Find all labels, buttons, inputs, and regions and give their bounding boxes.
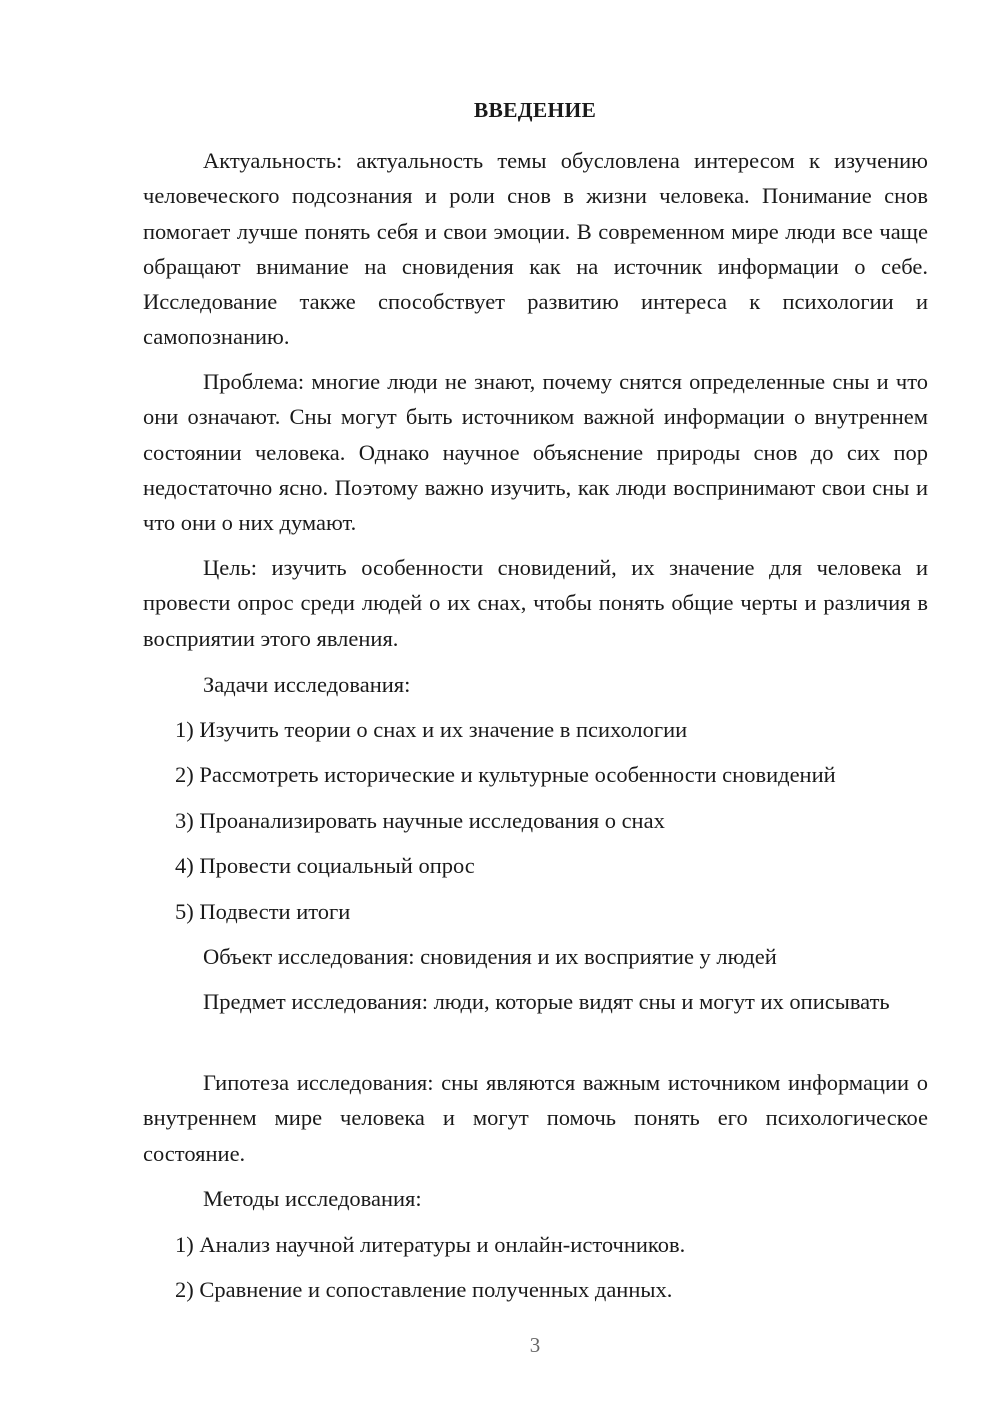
paragraph-relevance: Актуальность: актуальность темы обусловлена интересом к изучению человеческого подсознания и роли снов в жизни человека. Понимание снов помогает лучше понять себя и свои эмоции. В современном мире люди все чаще обращают внимание на сновидения как на источник информации о себе. Исследование также способствует развитию интереса к психологии и самопознанию. <box>143 148 928 350</box>
page-title: ВВЕДЕНИЕ <box>473 98 597 122</box>
paragraph-subject: Предмет исследования: люди, которые видят сны и могут их описывать <box>203 989 890 1014</box>
task-item-3: 3) Проанализировать научные исследования о снах <box>175 808 665 833</box>
paragraph-problem: Проблема: многие люди не знают, почему снятся определенные сны и что они означают. Сны могут быть источником важной информации о внутреннем состоянии человека. Однако научное объяснение природы снов до сих пор недостаточно ясно. Поэтому важно изучить, как люди воспринимают свои сны и что они о них думают. <box>143 369 928 536</box>
method-item-1: 1) Анализ научной литературы и онлайн-источников. <box>175 1232 686 1257</box>
paragraph-hypothesis: Гипотеза исследования: сны являются важным источником информации о внутреннем мире человека и могут помочь понять его психологическое состояние. <box>143 1070 928 1166</box>
task-item-1: 1) Изучить теории о снах и их значение в психологии <box>175 717 688 742</box>
methods-heading: Методы исследования: <box>203 1186 422 1211</box>
task-item-5: 5) Подвести итоги <box>175 899 351 924</box>
paragraph-object: Объект исследования: сновидения и их восприятие у людей <box>203 944 777 969</box>
tasks-heading: Задачи исследования: <box>203 672 411 697</box>
method-item-2: 2) Сравнение и сопоставление полученных данных. <box>175 1277 673 1302</box>
task-item-4: 4) Провести социальный опрос <box>175 853 475 878</box>
paragraph-goal: Цель: изучить особенности сновидений, их значение для человека и провести опрос среди людей о их снах, чтобы понять общие черты и различия в восприятии этого явления. <box>143 555 928 651</box>
task-item-2: 2) Рассмотреть исторические и культурные особенности сновидений <box>175 762 836 787</box>
page-number: 3 <box>529 1333 541 1357</box>
